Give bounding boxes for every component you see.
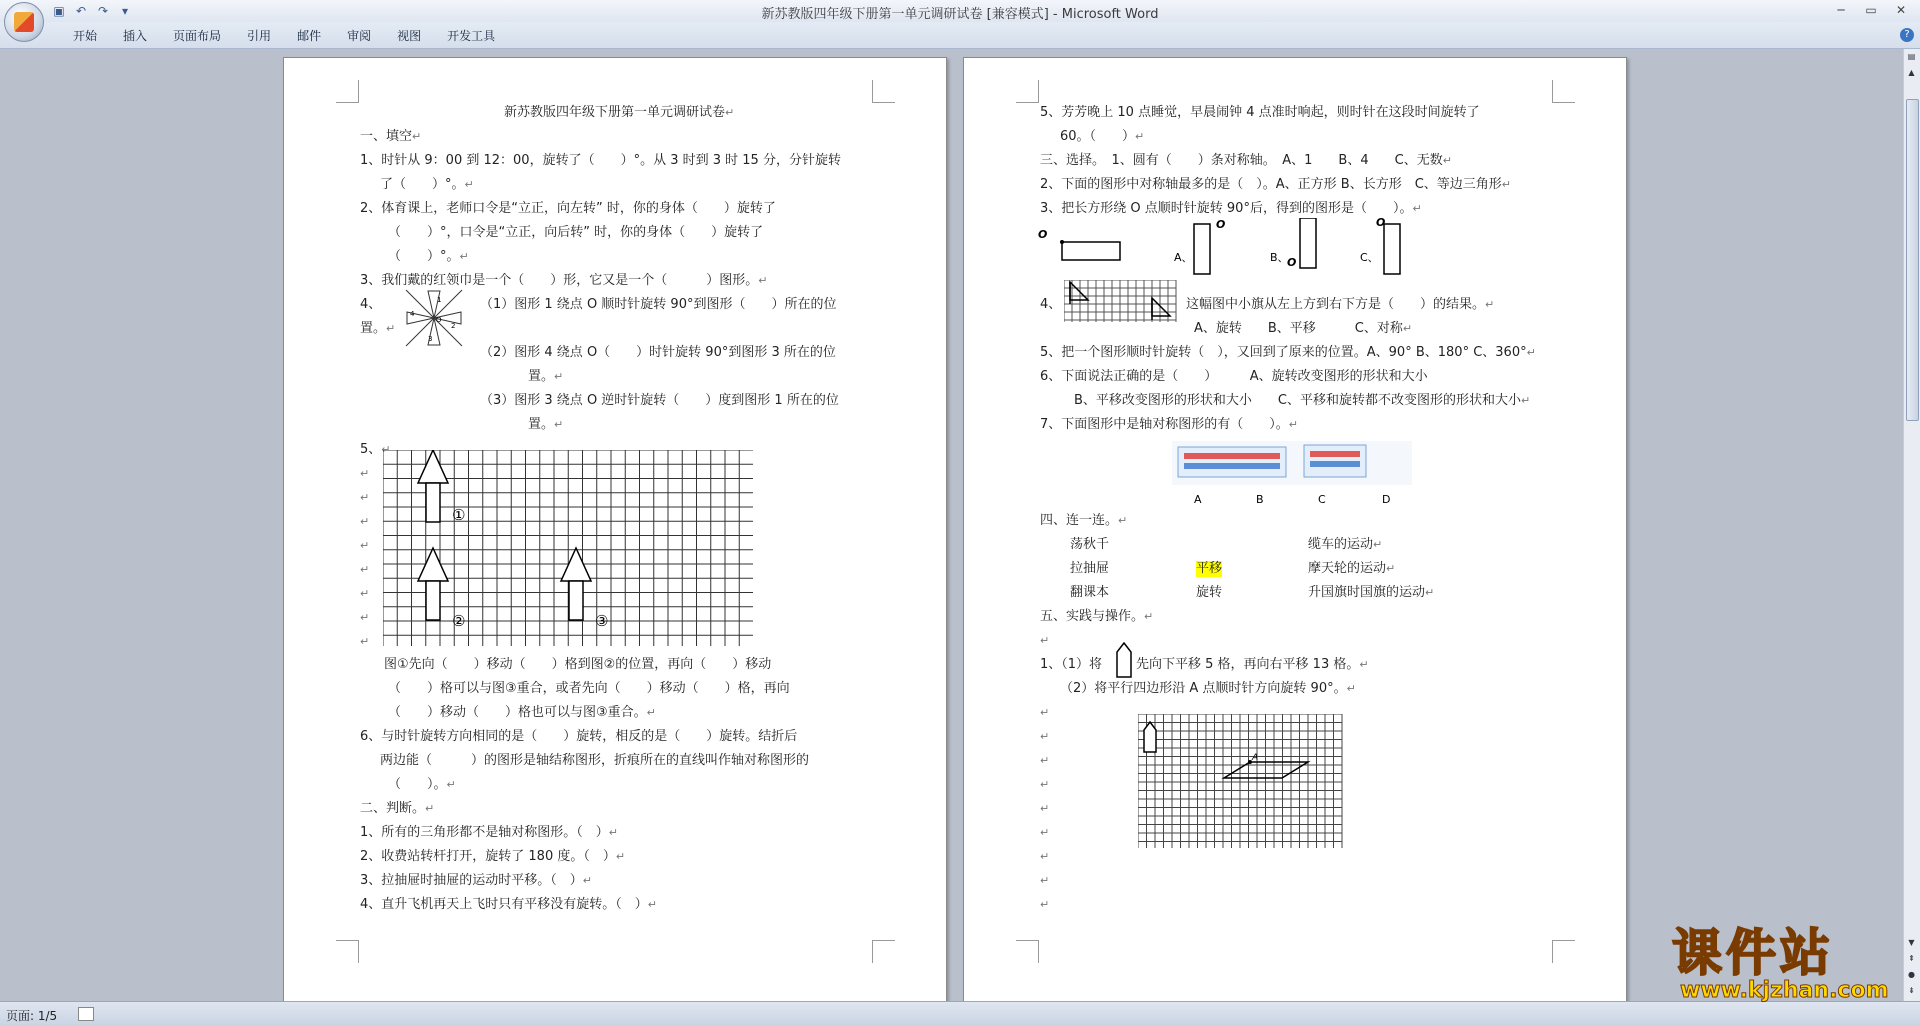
text-line: 4、 (1040, 297, 1062, 312)
return-mark: ↵ (1040, 754, 1050, 767)
return-mark: ↵ (1040, 634, 1050, 647)
crop-mark (872, 940, 895, 963)
tab-page-layout[interactable]: 页面布局 (173, 29, 222, 43)
tab-references[interactable]: 引用 (247, 29, 272, 43)
ribbon-tabs (60, 27, 508, 45)
text-line: （ ）格可以与图③重合，或者先向（ ）移动（ ）格，再向 (388, 681, 790, 696)
rotation-options-figure (1038, 218, 1418, 278)
text-line: 5、把一个图形顺时针旋转（ ），又回到了原来的位置。A、90° B、180° C、360°↵ (1040, 345, 1536, 360)
minimize-icon[interactable]: ─ (1837, 3, 1845, 17)
return-mark: ↵ (360, 587, 370, 600)
site-watermark (1672, 926, 1908, 1006)
image-strip (1310, 461, 1360, 467)
match-left-item: 翻课本 (1070, 585, 1110, 600)
text-line: （ ）移动（ ）格也可以与图③重合。↵ (388, 705, 656, 720)
tab-developer[interactable]: 开发工具 (447, 29, 496, 43)
arrow-grid-figure (383, 450, 755, 650)
title-bar (0, 0, 1920, 22)
match-mid-item: 旋转 (1196, 585, 1223, 600)
text-line: 60。（ ）↵ (1060, 129, 1145, 144)
previous-page-icon[interactable]: ⇞ (1908, 954, 1915, 963)
status-bar (0, 1001, 1920, 1026)
office-button[interactable] (4, 2, 44, 42)
help-icon[interactable]: ? (1900, 28, 1914, 42)
return-mark: ↵ (360, 539, 370, 552)
point-o-label: O (1216, 218, 1226, 231)
grid-pentagon-shape (1144, 722, 1156, 752)
text-line: （2）将平行四边形沿 A 点顺时针方向旋转 90°。↵ (1060, 681, 1356, 696)
section-3-heading: 三、选择。 1、圆有（ ）条对称轴。 A、1 B、4 C、无数↵ (1040, 153, 1452, 168)
q7-option-labels (1194, 489, 1394, 509)
section-5-heading: 五、实践与操作。↵ (1040, 609, 1154, 624)
image-panel (1178, 447, 1286, 477)
arrow-label-1: ① (452, 506, 466, 524)
pinwheel-label: 1 (437, 296, 442, 304)
close-icon[interactable]: ✕ (1895, 3, 1907, 17)
text-line: 了（ ）°。↵ (380, 177, 474, 192)
scroll-down-icon[interactable]: ▼ (1908, 938, 1915, 947)
page-count-status[interactable]: 页面: 1/5 (6, 1009, 58, 1023)
tab-review[interactable]: 审阅 (347, 29, 372, 43)
text-line: （1）图形 1 绕点 O 顺时针旋转 90°到图形（ ）所在的位 (480, 297, 837, 312)
maximize-icon[interactable]: ▭ (1865, 3, 1877, 17)
text-line: 1、时针从 9：00 到 12：00，旋转了（ ）°。从 3 时到 3 时 15 分，分针旋转 (360, 153, 841, 168)
pinwheel-label: O (436, 316, 442, 324)
section-1-heading: 一、填空↵ (360, 129, 422, 144)
return-mark: ↵ (1040, 802, 1050, 815)
watermark-logo-text: 课件站 (1672, 924, 1834, 982)
text-line: 先向下平移 5 格，再向右平移 13 格。↵ (1136, 657, 1369, 672)
arrow-shape-2 (418, 548, 448, 620)
grid-lines (1138, 714, 1342, 848)
option-a-rectangle (1194, 224, 1210, 274)
option-b-label: B、 (1270, 251, 1289, 264)
match-left-item: 拉抽屉 (1070, 561, 1110, 576)
image-strip (1184, 453, 1280, 459)
point-o-label: O (1287, 256, 1297, 269)
text-line: 两边能（ ）的图形是轴结称图形，折痕所在的直线叫作轴对称图形的 (380, 753, 810, 768)
text-line: （ ）°。↵ (388, 249, 469, 264)
symmetry-options-image (1172, 441, 1412, 485)
window-title: 新苏教版四年级下册第一单元调研试卷 [兼容模式] - Microsoft Word (761, 7, 1159, 22)
q7-option-a: A (1194, 493, 1202, 506)
text-line: 3、我们戴的红领巾是一个（ ）形，它又是一个（ ）图形。↵ (360, 273, 768, 288)
next-page-icon[interactable]: ⇟ (1908, 986, 1915, 995)
match-mid-item: 平移 (1196, 561, 1223, 576)
exam-title: 新苏教版四年级下册第一单元调研试卷↵ (504, 105, 735, 120)
text-line: （2）图形 4 绕点 O（ ）时针旋转 90°到图形 3 所在的位 (480, 345, 836, 360)
pinwheel-label: 2 (451, 322, 456, 330)
text-line: （3）图形 3 绕点 O 逆时针旋转（ ）度到图形 1 所在的位 (480, 393, 839, 408)
return-mark: ↵ (360, 611, 370, 624)
text-line: 4、直升飞机再天上飞时只有平移没有旋转。（ ）↵ (360, 897, 657, 912)
tab-home[interactable]: 开始 (73, 29, 98, 43)
crop-mark (1016, 80, 1039, 103)
text-line: 3、拉抽屉时抽屉的运动时平移。（ ）↵ (360, 873, 592, 888)
return-mark: ↵ (360, 491, 370, 504)
flag-grid-figure (1064, 280, 1178, 324)
return-mark: ↵ (360, 563, 370, 576)
text-line: 6、下面说法正确的是（ ） A、旋转改变图形的形状和大小 (1040, 369, 1428, 384)
document-page-2[interactable] (963, 57, 1627, 1001)
text-line: A、旋转 B、平移 C、对称↵ (1194, 321, 1413, 336)
section-2-heading: 二、判断。↵ (360, 801, 435, 816)
point-o-label: O (1038, 228, 1048, 241)
vertical-scrollbar[interactable] (1903, 49, 1920, 1001)
q7-option-d: D (1382, 493, 1391, 506)
pinwheel-label: 4 (410, 310, 415, 318)
arrow-label-2: ② (452, 612, 466, 630)
pivot-point (1060, 240, 1064, 244)
return-mark: ↵ (1040, 898, 1050, 911)
crop-mark (1552, 80, 1575, 103)
window-controls (1826, 1, 1916, 19)
match-right-item: 升国旗时国旗的运动↵ (1308, 585, 1435, 600)
text-line: （ ）°，口令是“立正，向后转” 时，你的身体（ ）旋转了 (388, 225, 764, 240)
match-right-item: 摩天轮的运动↵ (1308, 561, 1396, 576)
return-mark: ↵ (1040, 850, 1050, 863)
text-line: 置。↵ (528, 369, 564, 384)
option-c-rectangle (1384, 224, 1400, 274)
scroll-up-icon[interactable]: ▲ (1908, 68, 1915, 77)
undo-icon[interactable]: ↶ (75, 4, 87, 18)
redo-icon[interactable]: ↷ (97, 4, 109, 18)
quick-access-toolbar (50, 3, 134, 19)
return-mark: ↵ (1040, 826, 1050, 839)
return-mark: ↵ (1040, 730, 1050, 743)
text-line: 5、芳芳晚上 10 点睡觉，早晨闹钟 4 点准时响起，则时针在这段时间旋转了 (1040, 105, 1480, 120)
pinwheel-figure (404, 288, 464, 348)
crop-mark (1552, 940, 1575, 963)
text-line: 3、把长方形绕 O 点顺时针旋转 90°后，得到的图形是（ ）。↵ (1040, 201, 1422, 216)
text-line: 7、下面图形中是轴对称图形的有（ ）。↵ (1040, 417, 1298, 432)
flag-start (1070, 282, 1088, 300)
option-a-label: A、 (1174, 251, 1193, 264)
arrow-shape-3 (561, 548, 591, 620)
return-mark: ↵ (360, 467, 370, 480)
document-page-1[interactable] (283, 57, 947, 1001)
arrow-shape-1 (418, 450, 448, 522)
text-line: 2、收费站转杆打开，旋转了 180 度。（ ）↵ (360, 849, 626, 864)
crop-mark (1016, 940, 1039, 963)
practice-grid-figure (1138, 714, 1344, 850)
text-line: 4、 (360, 297, 382, 312)
return-mark: ↵ (360, 515, 370, 528)
text-line: 1、所有的三角形都不是轴对称图形。（ ）↵ (360, 825, 618, 840)
crop-mark (336, 80, 359, 103)
pinwheel-label: 3 (428, 335, 433, 343)
save-icon[interactable]: ▣ (53, 4, 65, 18)
text-line: 2、体育课上，老师口令是“立正，向左转” 时，你的身体（ ）旋转了 (360, 201, 776, 216)
text-line: 置。↵ (528, 417, 564, 432)
text-line: 置。↵ (360, 321, 396, 336)
return-mark: ↵ (1040, 706, 1050, 719)
q7-option-b: B (1256, 493, 1264, 506)
arrow-label-3: ③ (595, 612, 609, 630)
text-line: 这幅图中小旗从左上方到右下方是（ ）的结果。↵ (1186, 297, 1495, 312)
rectangle-original (1062, 242, 1120, 260)
section-4-heading: 四、连一连。↵ (1040, 513, 1128, 528)
tab-mailings[interactable]: 邮件 (297, 29, 322, 43)
image-strip (1310, 451, 1360, 457)
text-line: 6、与时针旋转方向相同的是（ ）旋转，相反的是（ ）旋转。结折后 (360, 729, 798, 744)
option-c-label: C、 (1360, 251, 1379, 264)
return-mark: ↵ (1040, 778, 1050, 791)
text-line: B、平移改变图形的形状和大小 C、平移和旋转都不改变图形的形状和大小↵ (1074, 393, 1531, 408)
return-mark: ↵ (1040, 874, 1050, 887)
ribbon (0, 22, 1920, 49)
document-area[interactable] (0, 49, 1904, 1001)
point-o-label: O (1376, 218, 1386, 229)
point-a-label: A (1252, 753, 1259, 763)
text-line: 1、（1）将 (1040, 657, 1103, 672)
select-browse-object-icon[interactable]: ● (1908, 970, 1915, 979)
tab-insert[interactable]: 插入 (123, 29, 148, 43)
q7-option-c: C (1318, 493, 1326, 506)
match-right-item: 缆车的运动↵ (1308, 537, 1383, 552)
text-line: 5、↵ (360, 442, 391, 457)
text-line: 2、下面的图形中对称轴最多的是（ ）。A、正方形 B、长方形 C、等边三角形↵ (1040, 177, 1512, 192)
watermark-url: www.kjzhan.com (1680, 978, 1889, 1003)
crop-mark (336, 940, 359, 963)
scroll-thumb[interactable] (1906, 99, 1919, 421)
crop-mark (872, 80, 895, 103)
pentagon-shape (1116, 642, 1132, 678)
return-mark: ↵ (360, 635, 370, 648)
proofing-status-icon[interactable] (78, 1007, 94, 1021)
flag-end (1152, 298, 1170, 316)
tab-view[interactable]: 视图 (397, 29, 422, 43)
option-b-rectangle (1300, 218, 1316, 268)
image-strip (1184, 463, 1280, 469)
customize-qat-button[interactable]: ▾ (121, 4, 129, 18)
text-line: 图①先向（ ）移动（ ）格到图②的位置，再向（ ）移动 (384, 657, 772, 672)
text-line: （ ）。↵ (388, 777, 456, 792)
match-left-item: 荡秋千 (1070, 537, 1110, 552)
office-logo-icon (14, 12, 34, 32)
ruler-toggle-icon[interactable]: ▤ (1907, 52, 1916, 61)
